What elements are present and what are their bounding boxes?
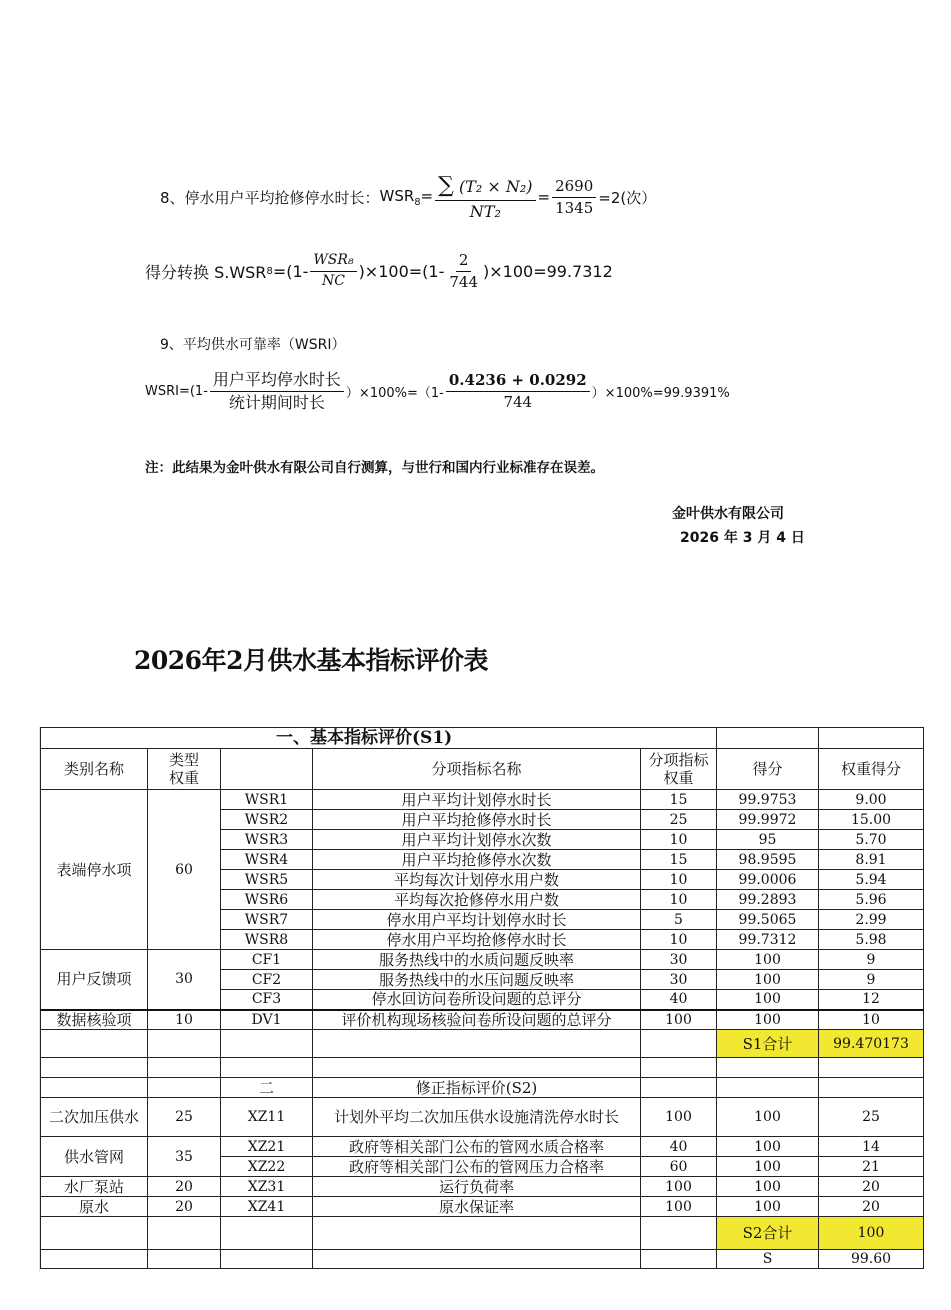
score-conversion-8: 得分转换 S.WSR 8 =(1- $\frac{\text{WSR₈}}{NC}$ )×100=(1- $\frac{2}{744}$ )×100=99.7312 [145, 251, 613, 291]
item-name-cell: 用户平均计划停水次数 [313, 830, 641, 850]
empty-cell [148, 1030, 221, 1058]
category-cell: 水厂泵站 [41, 1177, 148, 1197]
code-cell: CF2 [221, 970, 313, 990]
item-name-cell: 停水用户平均抢修停水时长 [313, 930, 641, 950]
table-row [41, 1197, 924, 1217]
item-weight-cell: 10 [641, 890, 717, 910]
code-cell: WSR6 [221, 890, 313, 910]
item-weight-cell: 40 [641, 1137, 717, 1157]
empty-cell [717, 1078, 819, 1098]
item-weight-cell: 40 [641, 990, 717, 1010]
empty-cell [148, 1078, 221, 1098]
formula-9-fraction-values: $\frac{0.4236 + 0.0292}{744}$ [446, 372, 590, 410]
item-name-cell: 政府等相关部门公布的管网水质合格率 [313, 1137, 641, 1157]
table-row [41, 1177, 924, 1197]
weighted-score-cell: 14 [819, 1137, 924, 1157]
weighted-score-cell: 12 [819, 990, 924, 1010]
type-weight-cell: 20 [148, 1197, 221, 1217]
weighted-score-cell: 25 [819, 1098, 924, 1137]
weighted-score-cell: 9 [819, 950, 924, 970]
section-2-number: 二 [221, 1078, 313, 1098]
empty-cell [819, 1058, 924, 1078]
item-weight-cell: 15 [641, 850, 717, 870]
item-weight-cell: 30 [641, 970, 717, 990]
header-item-weight: 分项指标权重 [641, 749, 717, 790]
code-cell: DV1 [221, 1010, 313, 1030]
score-label: 得分转换 S.WSR [145, 262, 267, 282]
score-result: )×100=99.7312 [483, 261, 613, 281]
code-cell: CF3 [221, 990, 313, 1010]
section-2-title: 修正指标评价(S2) [313, 1078, 641, 1098]
category-cell: 二次加压供水 [41, 1098, 148, 1137]
empty-cell [41, 1250, 148, 1269]
item-name-cell: 服务热线中的水质问题反映率 [313, 950, 641, 970]
table-row [41, 1098, 924, 1137]
note: 注：此结果为金叶供水有限公司自行测算，与世行和国内行业标准存在误差。 [145, 460, 604, 476]
score-cell: 98.9595 [717, 850, 819, 870]
code-cell: XZ11 [221, 1098, 313, 1137]
weighted-score-cell: 5.96 [819, 890, 924, 910]
header-type-weight: 类型权重 [148, 749, 221, 790]
score-cell: 99.7312 [717, 930, 819, 950]
table-row [41, 1010, 924, 1030]
item-weight-cell: 100 [641, 1177, 717, 1197]
code-cell: WSR2 [221, 810, 313, 830]
header-category: 类别名称 [41, 749, 148, 790]
code-cell: WSR3 [221, 830, 313, 850]
signature-date: 2026 年 3 月 4 日 [680, 530, 805, 546]
s2-total-value: 100 [819, 1217, 924, 1250]
score-cell: 100 [717, 990, 819, 1010]
s-label: S [717, 1250, 819, 1269]
weighted-score-cell: 10 [819, 1010, 924, 1030]
empty-cell [41, 1058, 148, 1078]
empty-cell [313, 1217, 641, 1250]
empty-cell [641, 1250, 717, 1269]
item-name-cell: 评价机构现场核验问卷所设问题的总评分 [313, 1010, 641, 1030]
type-weight-cell: 20 [148, 1177, 221, 1197]
empty-cell [41, 1030, 148, 1058]
empty-cell [641, 1030, 717, 1058]
category-cell: 数据核验项 [41, 1010, 148, 1030]
header-score: 得分 [717, 749, 819, 790]
item-name-cell: 服务热线中的水压问题反映率 [313, 970, 641, 990]
empty-cell [717, 728, 819, 749]
item-weight-cell: 10 [641, 830, 717, 850]
weighted-score-cell: 15.00 [819, 810, 924, 830]
score-cell: 99.0006 [717, 870, 819, 890]
code-cell: WSR5 [221, 870, 313, 890]
code-cell: XZ41 [221, 1197, 313, 1217]
score-cell: 100 [717, 970, 819, 990]
weighted-score-cell: 5.94 [819, 870, 924, 890]
empty-cell [819, 728, 924, 749]
code-cell: WSR1 [221, 790, 313, 810]
item-name-cell: 用户平均抢修停水次数 [313, 850, 641, 870]
code-cell: WSR7 [221, 910, 313, 930]
item-weight-cell: 100 [641, 1010, 717, 1030]
empty-cell [148, 1058, 221, 1078]
type-weight-cell: 30 [148, 950, 221, 1010]
table-row [41, 1217, 924, 1250]
formula-8-lhs: $WSR_8=$ [379, 186, 434, 208]
item-weight-cell: 30 [641, 950, 717, 970]
formula-8-fraction-values: $\frac{2690}{1345}$ [552, 178, 596, 216]
item-name-cell: 原水保证率 [313, 1197, 641, 1217]
score-cell: 100 [717, 1157, 819, 1177]
empty-cell [641, 1058, 717, 1078]
table-row [41, 1030, 924, 1058]
category-cell: 供水管网 [41, 1137, 148, 1177]
item-name-cell: 计划外平均二次加压供水设施清洗停水时长 [313, 1098, 641, 1137]
score-cell: 100 [717, 950, 819, 970]
empty-cell [221, 1058, 313, 1078]
score-cell: 100 [717, 1177, 819, 1197]
empty-cell [313, 1030, 641, 1058]
item-name-cell: 停水用户平均计划停水时长 [313, 910, 641, 930]
empty-cell [819, 1078, 924, 1098]
score-cell: 100 [717, 1010, 819, 1030]
s2-total-label: S2合计 [717, 1217, 819, 1250]
item-name-cell: 运行负荷率 [313, 1177, 641, 1197]
table-row [41, 1137, 924, 1157]
type-weight-cell: 35 [148, 1137, 221, 1177]
formula-9: WSRI=(1- $\frac{\text{用户平均停水时长}}{\text{统计期间时长}}$ ）×100%=（1- $\frac{0.4236 + 0.0292}{744}$ ）×100%=99.9391% [145, 369, 730, 412]
weighted-score-cell: 9 [819, 970, 924, 990]
item-name-cell: 平均每次抢修停水用户数 [313, 890, 641, 910]
table-row [41, 790, 924, 810]
table-title: 2026年2月供水基本指标评价表 [134, 646, 488, 675]
score-cell: 100 [717, 1197, 819, 1217]
item-weight-cell: 10 [641, 930, 717, 950]
weighted-score-cell: 2.99 [819, 910, 924, 930]
code-cell: XZ22 [221, 1157, 313, 1177]
table-row [41, 1058, 924, 1078]
item-name-cell: 停水回访问卷所设问题的总评分 [313, 990, 641, 1010]
empty-cell [41, 1217, 148, 1250]
code-cell: WSR4 [221, 850, 313, 870]
item-weight-cell: 10 [641, 870, 717, 890]
weighted-score-cell: 8.91 [819, 850, 924, 870]
weighted-score-cell: 9.00 [819, 790, 924, 810]
score-cell: 99.2893 [717, 890, 819, 910]
empty-cell [221, 1250, 313, 1269]
table-row [41, 1078, 924, 1098]
empty-cell [641, 1217, 717, 1250]
type-weight-cell: 10 [148, 1010, 221, 1030]
item-name-cell: 平均每次计划停水用户数 [313, 870, 641, 890]
code-cell: WSR8 [221, 930, 313, 950]
empty-cell [717, 1058, 819, 1078]
signature-company: 金叶供水有限公司 [672, 506, 784, 522]
formula-9-result: ）×100%=99.9391% [591, 385, 730, 401]
empty-cell [148, 1250, 221, 1269]
item-weight-cell: 5 [641, 910, 717, 930]
score-fraction-values: $\frac{2}{744}$ [449, 251, 478, 291]
weighted-score-cell: 20 [819, 1197, 924, 1217]
item-name-cell: 政府等相关部门公布的管网压力合格率 [313, 1157, 641, 1177]
table-row [41, 749, 924, 790]
score-fraction: $\frac{\text{WSR₈}}{NC}$ [310, 253, 356, 289]
s1-total-value: 99.470173 [819, 1030, 924, 1058]
category-cell: 用户反馈项 [41, 950, 148, 1010]
score-cell: 100 [717, 1137, 819, 1157]
item-weight-cell: 100 [641, 1098, 717, 1137]
category-cell: 表端停水项 [41, 790, 148, 950]
item-weight-cell: 60 [641, 1157, 717, 1177]
formula-9-fraction: $\frac{\text{用户平均停水时长}}{\text{统计期间时长}}$ [210, 371, 344, 411]
header-item-name: 分项指标名称 [313, 749, 641, 790]
formula-8-fraction: $\frac{\text{∑ (T₂ × N₂)}}{\text{NT₂}}$ [435, 174, 535, 221]
formula-8-heading: 8、停水用户平均抢修停水时长： [160, 188, 380, 207]
code-cell: XZ31 [221, 1177, 313, 1197]
header-code [221, 749, 313, 790]
type-weight-cell: 60 [148, 790, 221, 950]
weighted-score-cell: 21 [819, 1157, 924, 1177]
score-cell: 95 [717, 830, 819, 850]
code-cell: XZ21 [221, 1137, 313, 1157]
empty-cell [313, 1058, 641, 1078]
table-row [41, 950, 924, 970]
formula-8: 8、停水用户平均抢修停水时长： $WSR_8=$ $\frac{\text{∑ (T₂ × N₂)}}{\text{NT₂}}$ = $\frac{2690}{1345}$ =2(次） [160, 172, 657, 221]
type-weight-cell: 25 [148, 1098, 221, 1137]
weighted-score-cell: 20 [819, 1177, 924, 1197]
score-cell: 99.9753 [717, 790, 819, 810]
code-cell: CF1 [221, 950, 313, 970]
formula-9-heading: 9、平均供水可靠率（WSRI） [160, 337, 346, 353]
header-weighted-score: 权重得分 [819, 749, 924, 790]
item-name-cell: 用户平均计划停水时长 [313, 790, 641, 810]
item-weight-cell: 15 [641, 790, 717, 810]
section-1-title: 一、基本指标评价(S1) [41, 728, 717, 749]
category-cell: 原水 [41, 1197, 148, 1217]
item-name-cell: 用户平均抢修停水时长 [313, 810, 641, 830]
empty-cell [313, 1250, 641, 1269]
s-value: 99.60 [819, 1250, 924, 1269]
empty-cell [221, 1030, 313, 1058]
s1-total-label: S1合计 [717, 1030, 819, 1058]
empty-cell [641, 1078, 717, 1098]
item-weight-cell: 25 [641, 810, 717, 830]
table-row [41, 728, 924, 749]
empty-cell [148, 1217, 221, 1250]
table-row [41, 1250, 924, 1269]
empty-cell [221, 1217, 313, 1250]
weighted-score-cell: 5.98 [819, 930, 924, 950]
score-cell: 99.9972 [717, 810, 819, 830]
item-weight-cell: 100 [641, 1197, 717, 1217]
weighted-score-cell: 5.70 [819, 830, 924, 850]
empty-cell [41, 1078, 148, 1098]
formula-8-result: =2(次） [598, 188, 657, 207]
evaluation-table [40, 727, 924, 1269]
score-cell: 100 [717, 1098, 819, 1137]
score-cell: 99.5065 [717, 910, 819, 930]
